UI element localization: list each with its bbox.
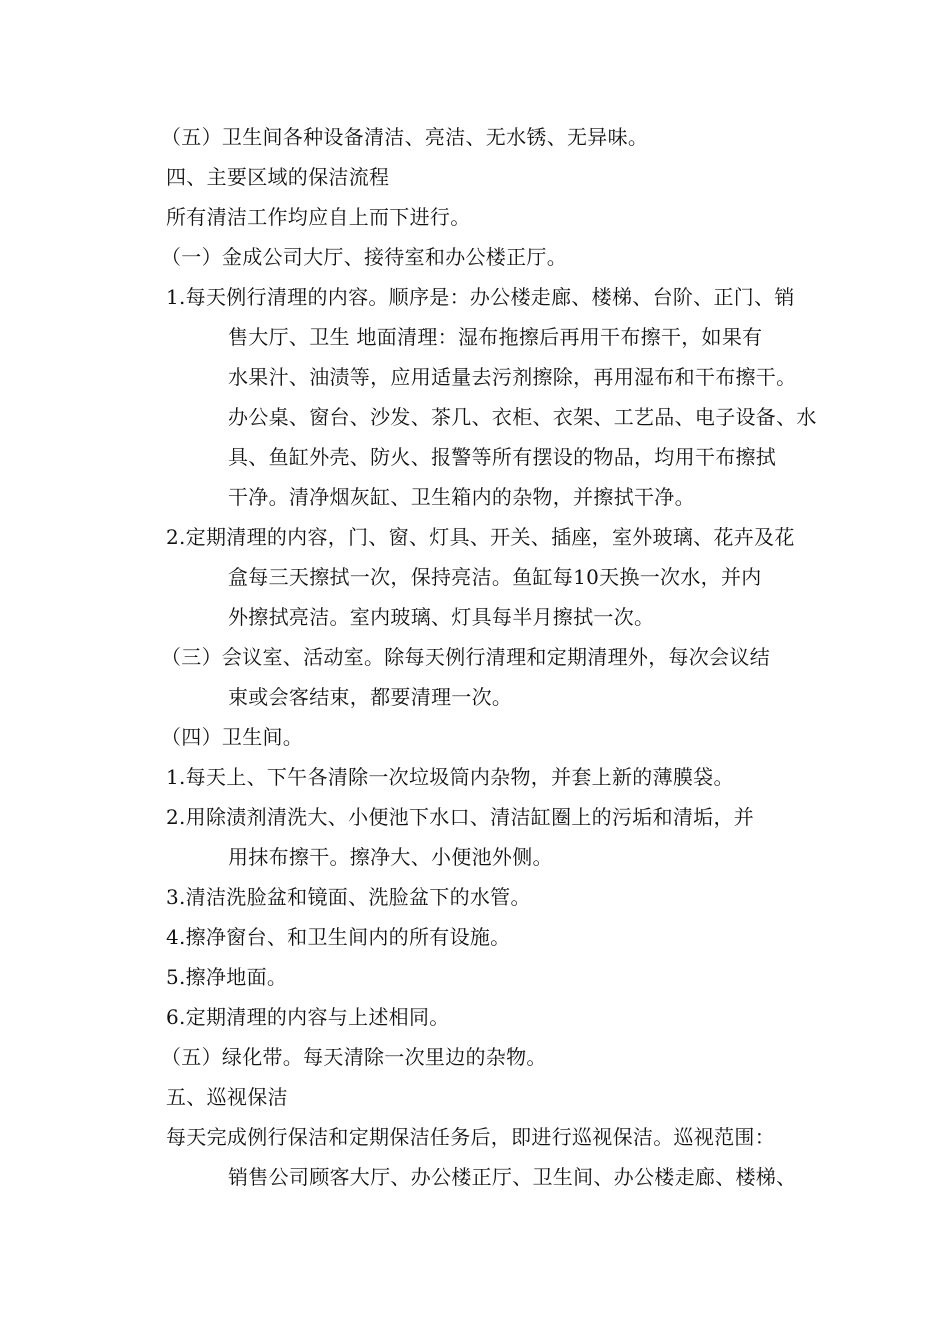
list-item: 2.用除渍剂清洗大、小便池下水口、清洁缸圈上的污垢和清垢，并	[166, 805, 755, 829]
list-item-continuation: 外擦拭亮洁。室内玻璃、灯具每半月擦拭一次。	[228, 605, 655, 629]
list-item: 2.定期清理的内容，门、窗、灯具、开关、插座，室外玻璃、花卉及花	[166, 525, 795, 549]
subsection-heading: （五）绿化带。每天清除一次里边的杂物。	[161, 1045, 547, 1069]
list-item: 4.擦净窗台、和卫生间内的所有设施。	[166, 925, 511, 949]
section-heading: 四、主要区域的保洁流程	[166, 165, 390, 189]
list-item: 3.清洁洗脸盆和镜面、洗脸盆下的水管。	[166, 885, 531, 909]
list-item: 5.擦净地面。	[166, 965, 288, 989]
list-item: 1.每天例行清理的内容。顺序是：办公楼走廊、楼梯、台阶、正门、销	[166, 285, 795, 309]
paragraph-continuation: 销售公司顾客大厅、办公楼正厅、卫生间、办公楼走廊、楼梯、	[228, 1165, 797, 1189]
list-item: 1.每天上、下午各清除一次垃圾筒内杂物，并套上新的薄膜袋。	[166, 765, 734, 789]
list-item-continuation: 用抹布擦干。擦净大、小便池外侧。	[228, 845, 553, 869]
list-item-continuation: 售大厅、卫生 地面清理：湿布拖擦后再用干布擦干，如果有	[228, 325, 763, 349]
list-item-continuation: 干净。清净烟灰缸、卫生箱内的杂物，并擦拭干净。	[228, 485, 695, 509]
subsection-heading: （四）卫生间。	[161, 725, 304, 749]
list-item: 6.定期清理的内容与上述相同。	[166, 1005, 450, 1029]
paragraph-line: 每天完成例行保洁和定期保洁任务后，即进行巡视保洁。巡视范围：	[166, 1125, 775, 1149]
paragraph-continuation: 束或会客结束，都要清理一次。	[228, 685, 513, 709]
list-item-continuation: 办公桌、窗台、沙发、茶几、衣柜、衣架、工艺品、电子设备、水	[228, 405, 817, 429]
subsection-heading: （一）金成公司大厅、接待室和办公楼正厅。	[161, 245, 567, 269]
paragraph-line: （五）卫生间各种设备清洁、亮洁、无水锈、无异味。	[161, 125, 649, 149]
list-item-continuation: 盒每三天擦拭一次，保持亮洁。鱼缸每10天换一次水，并内	[228, 565, 762, 589]
list-item-continuation: 具、鱼缸外壳、防火、报警等所有摆设的物品，均用干布擦拭	[228, 445, 777, 469]
subsection-heading: （三）会议室、活动室。除每天例行清理和定期清理外，每次会议结	[161, 645, 770, 669]
paragraph-line: 所有清洁工作均应自上而下进行。	[166, 205, 471, 229]
section-heading: 五、巡视保洁	[166, 1085, 288, 1109]
list-item-continuation: 水果汁、油渍等，应用适量去污剂擦除，再用湿布和干布擦干。	[228, 365, 797, 389]
